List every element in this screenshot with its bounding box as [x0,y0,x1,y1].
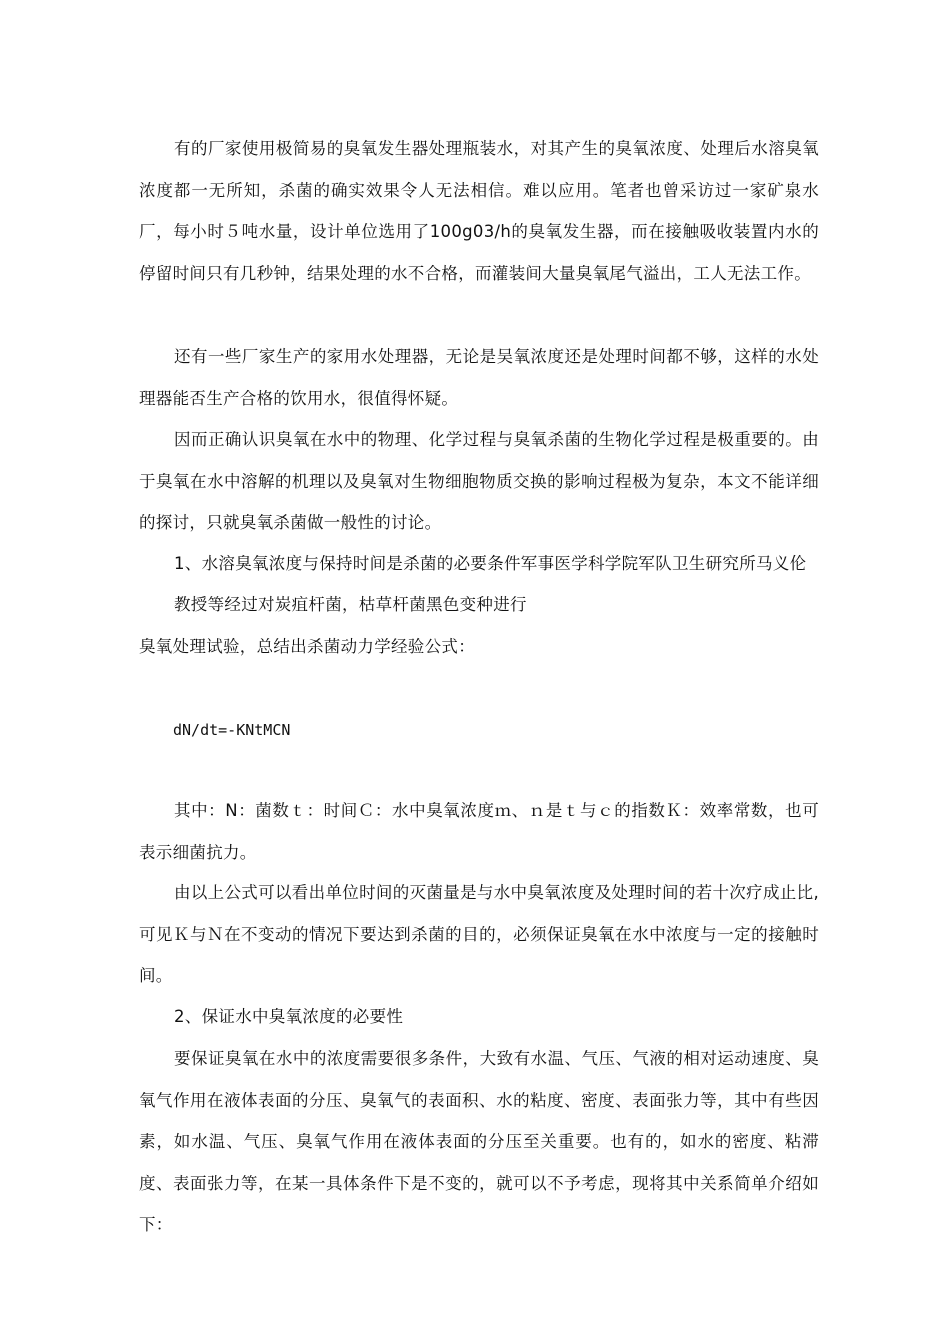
kinetics-formula: dN/dt=-KNtMCN [173,721,291,739]
paragraph-section-2-heading: 2、保证水中臭氧浓度的必要性 [174,1007,404,1026]
paragraph-section-1-formula-intro: 臭氧处理试验，总结出杀菌动力学经验公式： [139,637,475,656]
paragraph-household-processor: 还有一些厂家生产的家用水处理器，无论是吴氧浓度还是处理时间都不够，这样的水处理器能否生产合格的饮用水，很值得怀疑。 [139,347,819,408]
paragraph-section-2-body: 要保证臭氧在水中的浓度需要很多条件，大致有水温、气压、气液的相对运动速度、臭氧气作用在液体表面的分压、臭氧气的表面积、水的粘度、密度、表面张力等，其中有些因素，如水温、气压、臭氧气作用在液体表面的分压至关重要。也有的，如水的密度、粘滞度、表面张力等，在某一具体条件下是不变的，就可以不予考虑，现将其中关系简单介绍如下： [139,1049,819,1234]
paragraph-formula-legend: 其中：N：菌数ｔ：时间Ｃ：水中臭氧浓度ｍ、ｎ是ｔ与ｃ的指数Ｋ：效率常数，也可表示细菌抗力。 [139,801,819,862]
paragraph-formula-conclusion: 由以上公式可以看出单位时间的灭菌量是与水中臭氧浓度及处理时间的若十次疗成止比,可见Ｋ与Ｎ在不变动的情况下要达到杀菌的目的，必须保证臭氧在水中浓度与一定的接触时间。 [139,883,819,985]
paragraph-bottled-water: 有的厂家使用极简易的臭氧发生器处理瓶装水，对其产生的臭氧浓度、处理后水溶臭氧浓度都一无所知，杀菌的确实效果令人无法相信。难以应用。笔者也曾采访过一家矿泉水厂，每小时５吨水量，设计单位选用了100g03/h的臭氧发生器，而在接触吸收装置内水的停留时间只有几秒钟，结果处理的水不合格，而灌装间大量臭氧尾气溢出，工人无法工作。 [139,139,819,283]
paragraph-section-1-continued: 教授等经过对炭疽杆菌，枯草杆菌黑色变种进行 [174,595,527,614]
paragraph-section-1-heading: 1、水溶臭氧浓度与保持时间是杀菌的必要条件军事医学科学院军队卫生研究所马义伦 [174,554,807,573]
paragraph-correct-understanding: 因而正确认识臭氧在水中的物理、化学过程与臭氧杀菌的生物化学过程是极重要的。由于臭氧在水中溶解的机理以及臭氧对生物细胞物质交换的影响过程极为复杂，本文不能详细的探讨，只就臭氧杀菌做一般性的讨论。 [139,430,819,532]
